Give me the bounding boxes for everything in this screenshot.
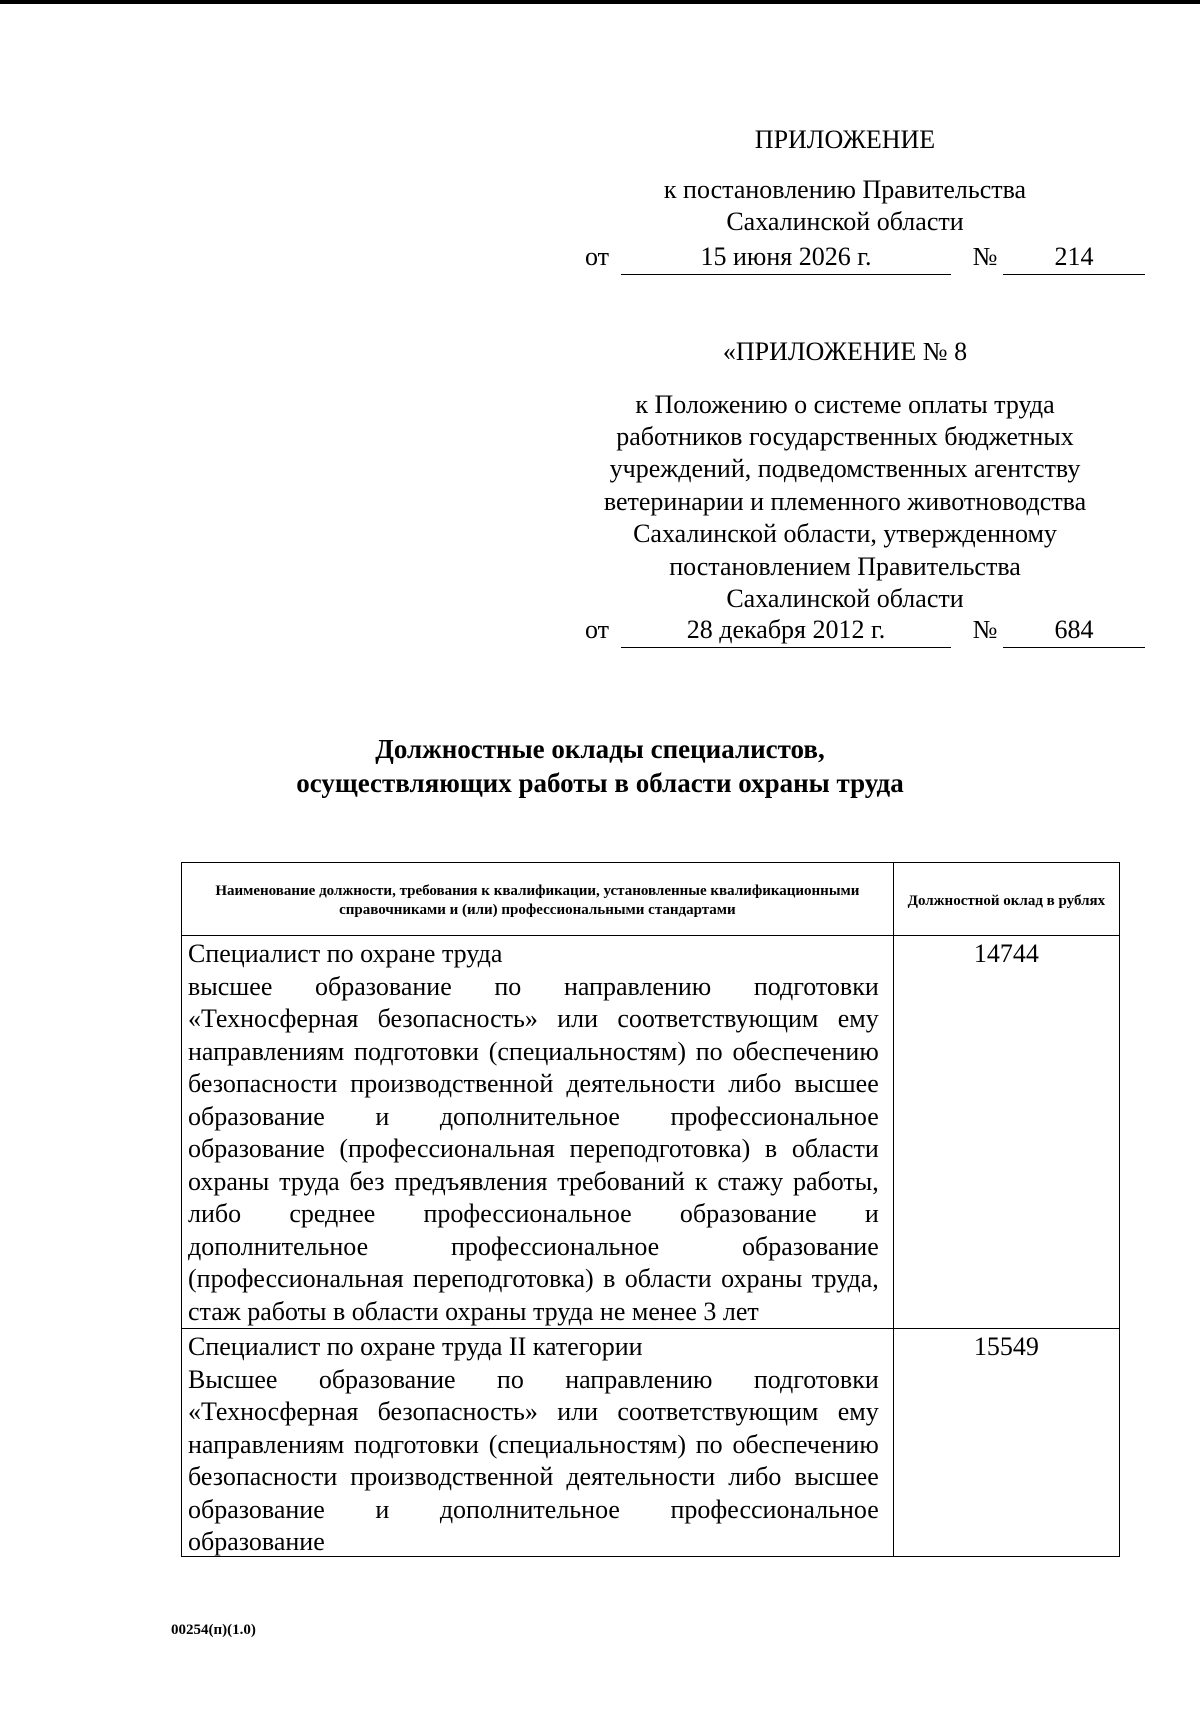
document-title: [200, 732, 1000, 800]
appendix-line: постановлением Правительства: [669, 552, 1021, 581]
appendix-date-row: [585, 615, 1145, 649]
decree-date: 28 декабря 2012 г.: [621, 615, 951, 648]
appendix-date-row: [585, 242, 1145, 276]
header-position: Наименование должности, требования к квалификации, установленные квалификационными справочниками и (или) профессиональными стандартами: [182, 863, 894, 936]
table-row: [182, 1329, 1120, 1557]
appendix-line: учреждений, подведомственных агентству: [609, 454, 1081, 483]
appendix-title: ПРИЛОЖЕНИЕ: [754, 125, 936, 154]
position-requirements: высшее образование по направлению подготовки «Техносферная безопасность» или соответствующим ему направлениям подготовки (специальностям) по обеспечению безопасности производственной деятельности либо высшее образование и дополнительное профессиональное образование (профессиональная переподготовка) в области охраны труда без предъявления требований к стажу работы, либо среднее профессиональное образование и дополнительное профессиональное образование (профессиональная переподготовка) в области охраны труда, стаж работы в области охраны труда не менее 3 лет: [188, 971, 879, 1326]
appendix-line: работников государственных бюджетных: [616, 422, 1074, 451]
appendix-line: к постановлению Правительства: [663, 175, 1027, 204]
document-title-line: осуществляющих работы в области охраны труда: [296, 768, 904, 798]
appendix-line: Сахалинской области, утвержденному: [633, 519, 1057, 548]
salary-table: [181, 862, 1120, 1557]
appendix-line: Сахалинской области: [726, 584, 964, 613]
appendix-line: ветеринарии и племенного животноводства: [603, 487, 1087, 516]
table-row: [182, 936, 1120, 1329]
decree-number: 214: [1003, 242, 1145, 275]
position-cell: [182, 936, 894, 1329]
appendix-line: к Положению о системе оплаты труда: [635, 390, 1055, 419]
position-name: Специалист по охране труда II категории: [188, 1332, 643, 1361]
decree-number: 684: [1003, 615, 1145, 648]
table-header-row: [182, 863, 1120, 936]
salary-cell: 14744: [893, 936, 1119, 1329]
position-requirements: Высшее образование по направлению подготовки «Техносферная безопасность» или соответствующим ему направлениям подготовки (специальностям) по обеспечению безопасности производственной деятельности либо высшее образование и дополнительное профессиональное образование: [188, 1364, 879, 1556]
appendix-8-title: «ПРИЛОЖЕНИЕ № 8: [722, 337, 968, 366]
salary-cell: 15549: [893, 1329, 1119, 1557]
number-sign: №: [972, 242, 998, 271]
appendix-line: Сахалинской области: [726, 207, 964, 236]
number-sign: №: [972, 615, 998, 644]
ot-label: от: [585, 615, 610, 644]
document-title-line: Должностные оклады специалистов,: [375, 734, 825, 764]
decree-date: 15 июня 2026 г.: [621, 242, 951, 275]
page-top-edge: [0, 0, 1200, 4]
footer-code: 00254(п)(1.0): [171, 1622, 256, 1638]
position-name: Специалист по охране труда: [188, 939, 503, 968]
position-cell: [182, 1329, 894, 1557]
ot-label: от: [585, 242, 610, 271]
cell-content: [188, 1331, 879, 1556]
header-salary: Должностной оклад в рублях: [893, 863, 1119, 936]
